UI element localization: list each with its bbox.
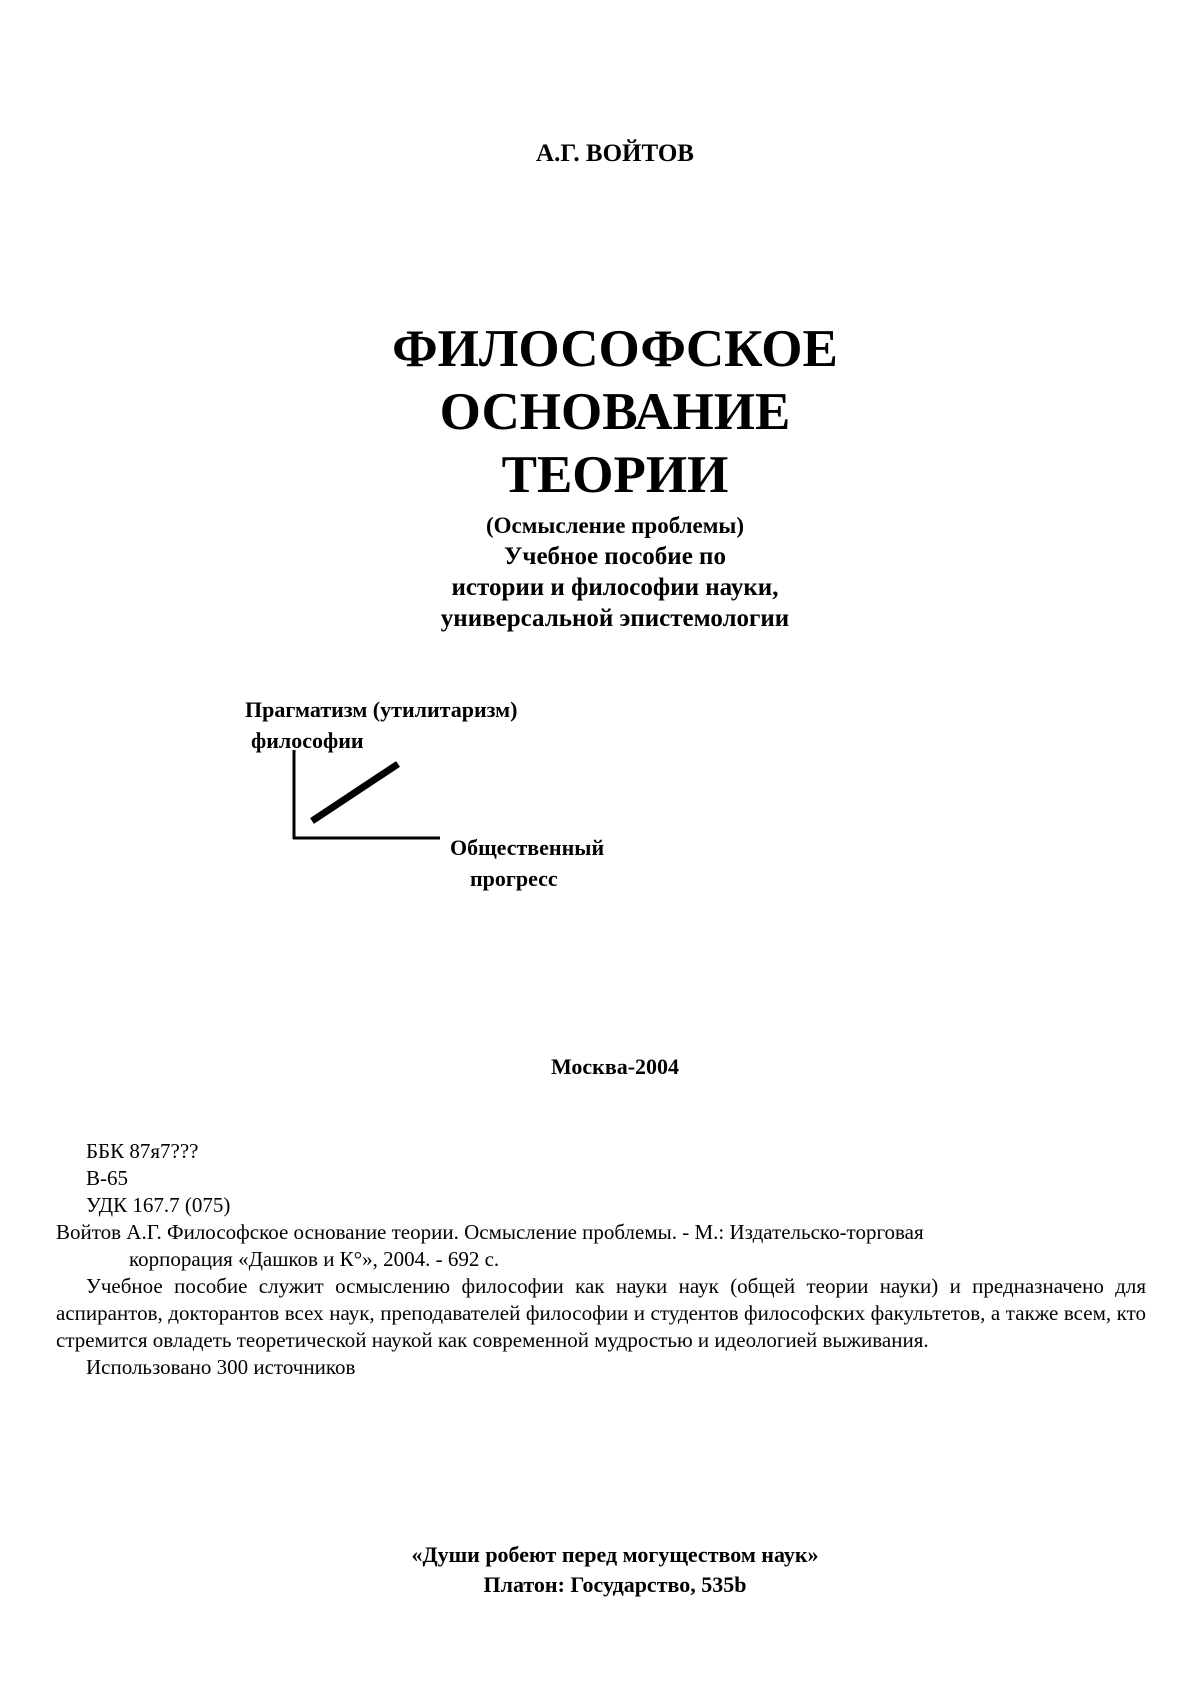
epigraph-attribution: Платон: Государство, 535b <box>483 1572 747 1597</box>
city-year: Москва-2004 <box>550 1054 680 1079</box>
bibliographic-block <box>56 1138 1146 1381</box>
epigraph <box>0 1540 1200 1600</box>
figure-y-label-line-2: философии <box>251 728 364 753</box>
bbk-code: ББК 87я7??? <box>86 1139 199 1163</box>
title-line-3: ТЕОРИИ <box>501 446 729 504</box>
figure-x-label-line-2: прогресс <box>470 866 558 891</box>
sources-count: Использовано 300 источников <box>86 1355 356 1379</box>
figure-y-label <box>245 694 517 756</box>
udk-code: УДК 167.7 (075) <box>86 1193 231 1217</box>
subtitle-line-3: истории и философии науки, <box>451 574 779 601</box>
subtitle-line-4: универсальной эпистемологии <box>440 605 790 632</box>
epigraph-quote: «Души робеют перед могуществом наук» <box>411 1542 819 1567</box>
reference-line-2: корпорация «Дашков и К°», 2004. - 692 с. <box>129 1247 500 1271</box>
figure-y-label-line-1: Прагматизм (утилитаризм) <box>245 697 518 722</box>
figure-x-label-line-1: Общественный <box>450 835 605 860</box>
figure-x-label <box>450 832 604 894</box>
subtitle-line-2: Учебное пособие по <box>504 543 726 570</box>
progress-diagram <box>280 750 450 850</box>
book-title <box>0 318 1200 507</box>
abstract-text: Учебное пособие служит осмыслению философии как науки наук (общей теории науки) и предназначено для аспирантов, докторантов всех наук, преподавателей философии и студентов философских факультетов, а также всем, кто стремится овладеть теоретической наукой как современной мудростью и идеологией выживания. <box>56 1274 1146 1352</box>
book-subtitle <box>0 510 1200 634</box>
subtitle-line-1: (Осмысление проблемы) <box>485 513 745 538</box>
title-line-1: ФИЛОСОФСКОЕ <box>392 320 838 378</box>
author-name: А.Г. ВОЙТОВ <box>536 140 694 167</box>
diagram-trend-line <box>312 764 398 821</box>
reference-line-1: Войтов А.Г. Философское основание теории. Осмысление проблемы. - М.: Издательско-торговая <box>56 1220 924 1244</box>
title-line-2: ОСНОВАНИЕ <box>439 383 791 441</box>
author-code: В-65 <box>86 1166 128 1190</box>
